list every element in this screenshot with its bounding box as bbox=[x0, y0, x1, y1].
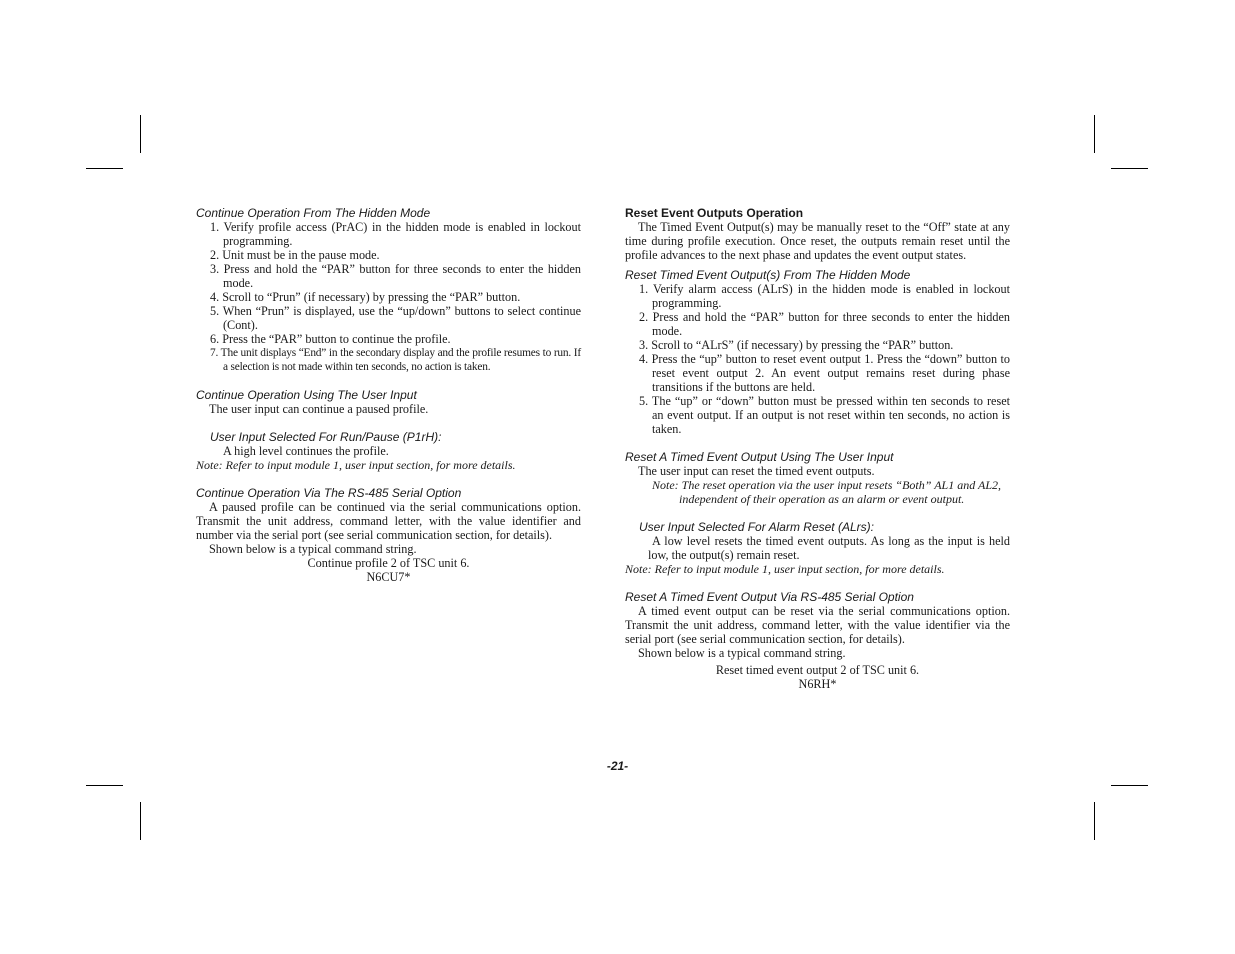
right-column bbox=[625, 206, 1010, 691]
list-item: 7. The unit displays “End” in the secondary display and the profile resumes to run. If a selection is not made within ten seconds, no action is taken. bbox=[210, 347, 581, 373]
section-heading: Reset Timed Event Output(s) From The Hidden Mode bbox=[625, 268, 911, 282]
crop-mark bbox=[1111, 168, 1148, 169]
crop-mark bbox=[86, 785, 123, 786]
list-item: 5. When “Prun” is displayed, use the “up/down” buttons to select continue (Cont). bbox=[210, 304, 581, 332]
crop-mark bbox=[1094, 802, 1095, 840]
section-heading: Continue Operation Via The RS-485 Serial Option bbox=[196, 486, 462, 500]
subsection-heading: User Input Selected For Alarm Reset (ALrs): bbox=[639, 520, 874, 534]
paragraph: A timed event output can be reset via the serial communications option. Transmit the unit address, command letter, with the value identifier via the serial port (see serial communication section, for details). bbox=[625, 604, 1010, 646]
list-item: 1. Verify alarm access (ALrS) in the hidden mode is enabled in lockout programming. bbox=[639, 282, 1010, 310]
list-item: 4. Scroll to “Prun” (if necessary) by pressing the “PAR” button. bbox=[210, 290, 521, 304]
note: Note: Refer to input module 1, user input section, for more details. bbox=[625, 562, 945, 576]
crop-mark bbox=[140, 115, 141, 153]
paragraph: Shown below is a typical command string. bbox=[638, 646, 846, 660]
section-heading: Reset A Timed Event Output Using The User Input bbox=[625, 450, 894, 464]
crop-mark bbox=[86, 168, 123, 169]
paragraph: Shown below is a typical command string. bbox=[209, 542, 417, 556]
list-item: 5. The “up” or “down” button must be pressed within ten seconds to reset an event output. If an output is not reset within ten seconds, no action is taken. bbox=[639, 394, 1010, 436]
left-column bbox=[196, 206, 581, 584]
list-item: 3. Scroll to “ALrS” (if necessary) by pressing the “PAR” button. bbox=[639, 338, 954, 352]
paragraph: A high level continues the profile. bbox=[223, 444, 389, 458]
crop-mark bbox=[1111, 785, 1148, 786]
list-item: 2. Press and hold the “PAR” button for three seconds to enter the hidden mode. bbox=[639, 310, 1010, 338]
paragraph: A paused profile can be continued via the serial communications option. Transmit the unit address, command letter, with the value identifier and number via the serial port (see serial communication section, for details). bbox=[196, 500, 581, 542]
paragraph: The Timed Event Output(s) may be manually reset to the “Off” state at any time during profile execution. Once reset, the outputs remain reset until the profile advances to the next phase and updates the event output states. bbox=[625, 220, 1010, 262]
list-item: 2. Unit must be in the pause mode. bbox=[210, 248, 380, 262]
command-string: N6RH* bbox=[798, 677, 837, 691]
paragraph: The user input can continue a paused profile. bbox=[209, 402, 429, 416]
list-item: 4. Press the “up” button to reset event output 1. Press the “down” button to reset event output 2. An event output remains reset during phase transitions if the buttons are held. bbox=[639, 352, 1010, 394]
note: Note: The reset operation via the user input resets “Both” AL1 and AL2, independent of their operation as an alarm or event output. bbox=[652, 478, 1001, 506]
paragraph: A low level resets the timed event outputs. As long as the input is held low, the output(s) remain reset. bbox=[648, 534, 1010, 562]
section-heading: Reset Event Outputs Operation bbox=[625, 206, 804, 220]
command-example: Reset timed event output 2 of TSC unit 6. bbox=[715, 663, 920, 677]
section-heading: Continue Operation From The Hidden Mode bbox=[196, 206, 431, 220]
command-string: N6CU7* bbox=[366, 570, 411, 584]
crop-mark bbox=[1094, 115, 1095, 153]
subsection-heading: User Input Selected For Run/Pause (P1rH): bbox=[210, 430, 442, 444]
list-item: 3. Press and hold the “PAR” button for three seconds to enter the hidden mode. bbox=[210, 262, 581, 290]
command-example: Continue profile 2 of TSC unit 6. bbox=[307, 556, 470, 570]
list-item: 1. Verify profile access (PrAC) in the hidden mode is enabled in lockout programming. bbox=[210, 220, 581, 248]
steps-list bbox=[196, 220, 581, 374]
page-number: -21- bbox=[606, 759, 629, 773]
section-heading: Reset A Timed Event Output Via RS-485 Serial Option bbox=[625, 590, 914, 604]
list-item: 6. Press the “PAR” button to continue the profile. bbox=[210, 332, 451, 346]
crop-mark bbox=[140, 802, 141, 840]
steps-list bbox=[625, 282, 1010, 436]
paragraph: The user input can reset the timed event outputs. bbox=[638, 464, 875, 478]
section-heading: Continue Operation Using The User Input bbox=[196, 388, 417, 402]
note: Note: Refer to input module 1, user input section, for more details. bbox=[196, 458, 516, 472]
